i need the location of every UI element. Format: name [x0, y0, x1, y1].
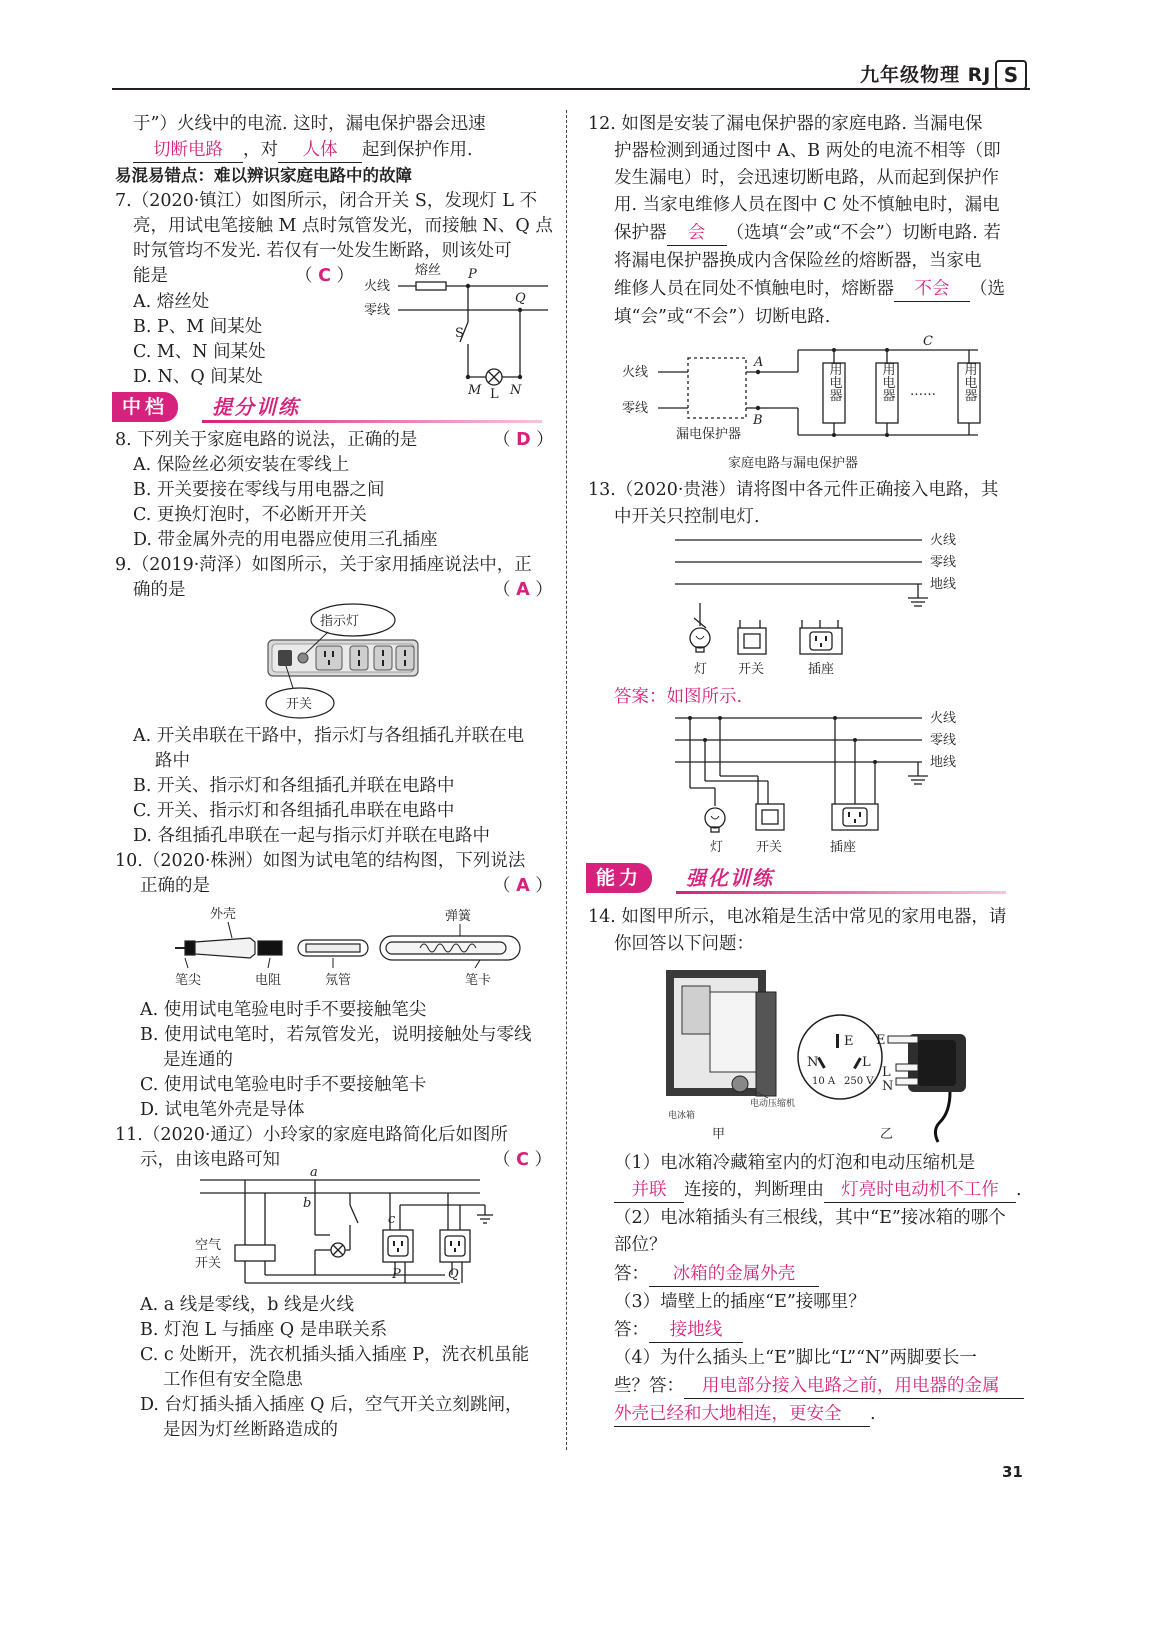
q10-option-a: A. 使用试电笔验电时手不要接触笔尖 — [140, 1000, 427, 1020]
q10-option-c: C. 使用试电笔验电时手不要接触笔卡 — [140, 1075, 427, 1095]
q7-option-d: D. N、Q 间某处 — [133, 367, 263, 387]
q11-option-c2: 工作但有安全隐患 — [163, 1370, 303, 1390]
q7-option-b: B. P、M 间某处 — [133, 317, 263, 337]
q11-circuit-figure — [190, 1165, 505, 1290]
q14-blank-ground-wire: 接地线 — [649, 1318, 743, 1343]
q14-p3: （3）墙壁上的插座“E”接哪里？ — [614, 1292, 866, 1312]
q14-fridge-figure — [660, 962, 980, 1144]
q13-ans-fig-neutral: 零线 — [930, 733, 957, 748]
q12-line5-a: 保护器 — [614, 223, 667, 243]
q10-answer: （ A ） — [493, 876, 553, 896]
section-ability-bar — [676, 891, 1006, 894]
q14-p4-label: 些？答： — [614, 1376, 684, 1396]
section-ability-badge: 能力 — [586, 863, 652, 893]
q7-fig-p: P — [468, 267, 477, 282]
q14-fig-fridge: 电冰箱 — [668, 1111, 696, 1121]
header-rule — [112, 88, 1030, 90]
q11-option-b: B. 灯泡 L 与插座 Q 是串联关系 — [140, 1320, 388, 1340]
q12-fig-c: C — [923, 334, 933, 349]
cont-line1: 于”）火线中的电流. 这时，漏电保护器会迅速 — [133, 114, 486, 134]
q12-line3: 发生漏电）时，会迅速切断电路，从而起到保护作 — [614, 168, 999, 188]
q14-line1: 14. 如图甲所示，电冰箱是生活中常见的家用电器，请 — [588, 907, 1007, 927]
q11-option-d2: 是因为灯丝断路造成的 — [163, 1420, 338, 1440]
q9-answer-value: A — [516, 580, 530, 600]
q10-answer-value: A — [516, 876, 530, 896]
q7-line3: 时氖管均不发光. 若仅有一处发生断路，则该处可 — [133, 241, 512, 261]
q12-line7-a: 维修人员在同处不慎触电时，熔断器 — [614, 279, 894, 299]
section-ability-title: 强化训练 — [686, 866, 774, 890]
q11-fig-breaker1: 空气 — [195, 1238, 222, 1253]
q12-line1: 12. 如图是安装了漏电保护器的家庭电路. 当漏电保 — [588, 114, 983, 134]
q11-answer: （ C ） — [493, 1150, 552, 1170]
q12-fig-neutral: 零线 — [622, 401, 649, 416]
q11-option-a: A. a 线是零线，b 线是火线 — [140, 1295, 355, 1315]
q13-fig-live: 火线 — [930, 533, 957, 548]
q14-p2-answer — [614, 1262, 819, 1287]
q12-fig-device-1: 用电器 — [826, 362, 842, 402]
q8-answer-value: D — [516, 430, 531, 450]
q13-line1: 13.（2020·贵港）请将图中各元件正确接入电路，其 — [588, 480, 999, 500]
q14-fig-n: N — [807, 1055, 819, 1070]
q12-blank-2: 不会 — [894, 277, 970, 302]
mistake-heading: 易混易错点：难以辨识家庭电路中的故障 — [115, 166, 412, 185]
q10-option-b2: 是连通的 — [163, 1050, 233, 1070]
q12-blank-1: 会 — [667, 221, 727, 246]
q9-line1: 9.（2019·菏泽）如图所示，关于家用插座说法中，正 — [115, 555, 532, 575]
q14-p2-line2: 部位？ — [614, 1235, 667, 1255]
q9-fig-switch: 开关 — [286, 697, 313, 712]
q7-fig-neutral: 零线 — [364, 303, 391, 318]
q9-power-strip-figure — [258, 600, 433, 720]
q14-fig-plug-n: N — [882, 1079, 894, 1094]
q11-fig-c: c — [388, 1212, 396, 1227]
q12-fig-device-3: 用电器 — [961, 362, 977, 402]
q7-fig-live: 火线 — [364, 279, 391, 294]
q8-stem: 8. 下列关于家庭电路的说法，正确的是 — [115, 430, 418, 450]
q10-fig-clip: 笔卡 — [465, 973, 492, 988]
q7-answer: （ C ） — [295, 266, 354, 286]
q13-ans-fig-switch: 开关 — [756, 840, 783, 855]
q12-line8: 填“会”或“不会”）切断电路. — [614, 307, 831, 327]
q14-fig-e: E — [844, 1034, 854, 1049]
q14-fig-rating-1: 10 A — [812, 1076, 836, 1087]
q7-option-a: A. 熔丝处 — [133, 292, 210, 312]
cont-line2 — [133, 138, 473, 163]
q9-option-a: A. 开关串联在干路中，指示灯与各组插孔并联在电 — [133, 726, 525, 746]
q9-option-a2: 路中 — [155, 751, 190, 771]
q14-fig-yi: 乙 — [880, 1127, 894, 1142]
q14-p4-line3 — [614, 1402, 876, 1427]
q12-line7 — [614, 277, 1005, 302]
q14-p4-line1: （4）为什么插头上“E”脚比“L”“N”两脚要长一 — [614, 1348, 977, 1368]
q7-fig-n: N — [510, 383, 522, 398]
q12-fig-dots: …… — [910, 384, 936, 399]
q7-fig-fuse: 熔丝 — [415, 263, 442, 278]
q14-p1-line1: （1）电冰箱冷藏箱室内的灯泡和电动压缩机是 — [614, 1153, 976, 1173]
q13-answer-text: 答案：如图所示. — [614, 687, 743, 707]
q12-fig-protector: 漏电保护器 — [676, 427, 742, 442]
cont-end: 起到保护作用. — [362, 140, 473, 160]
q14-fig-compressor: 电动压缩机 — [750, 1099, 796, 1109]
q12-line2: 护器检测到通过图中 A、B 两处的电流不相等（即 — [614, 141, 1001, 161]
q14-blank-parallel: 并联 — [614, 1178, 684, 1203]
q12-line4: 用. 当家电维修人员在图中 C 处不慎触电时，漏电 — [614, 195, 1000, 215]
q14-p3-answer-label: 答： — [614, 1320, 649, 1340]
q13-ans-fig-socket: 插座 — [830, 840, 857, 855]
q14-fig-rating-2: 250 V — [844, 1076, 874, 1087]
q13-ans-fig-lamp: 灯 — [710, 840, 724, 855]
q14-fig-jia: 甲 — [712, 1127, 726, 1142]
q11-answer-value: C — [516, 1150, 529, 1170]
cont-mid: ，对 — [243, 140, 278, 160]
q14-p2-line1: （2）电冰箱插头有三根线，其中“E”接冰箱的哪个 — [614, 1208, 1006, 1228]
q11-fig-p: P — [392, 1267, 401, 1282]
q10-line1: 10.（2020·株洲）如图为试电笔的结构图，下列说法 — [115, 851, 526, 871]
page-number: 31 — [1002, 1463, 1023, 1481]
q7-line2: 亮，用试电笔接触 M 点时氖管发光，而接触 N、Q 点 — [133, 216, 553, 236]
q11-fig-q: Q — [448, 1267, 459, 1282]
q13-ans-fig-live: 火线 — [930, 711, 957, 726]
q10-fig-neon: 氖管 — [325, 973, 352, 988]
section-mid-badge: 中档 — [112, 392, 178, 422]
q10-option-b: B. 使用试电笔时，若氖管发光，说明接触处与零线 — [140, 1025, 532, 1045]
q12-line5 — [614, 221, 1001, 246]
section-mid-banner — [112, 392, 562, 422]
q7-option-c: C. M、N 间某处 — [133, 342, 266, 362]
q10-option-d: D. 试电笔外壳是导体 — [140, 1100, 305, 1120]
q14-blank-reason: 灯亮时电动机不工作 — [824, 1178, 1016, 1203]
q7-fig-q: Q — [515, 291, 526, 306]
column-divider — [566, 110, 567, 1450]
q13-line2: 中开关只控制电灯. — [614, 507, 760, 527]
q7-answer-value: C — [318, 266, 331, 286]
q7-fig-s: S — [455, 326, 464, 341]
q14-p1-line2 — [614, 1178, 1022, 1203]
q13-fig-ground: 地线 — [930, 577, 957, 592]
q10-line2: 正确的是 — [140, 876, 210, 896]
q14-fig-plug-e: E — [876, 1033, 886, 1048]
q14-p3-answer — [614, 1318, 743, 1343]
q11-fig-breaker2: 开关 — [195, 1256, 222, 1271]
q14-p1-mid: 连接的，判断理由 — [684, 1180, 824, 1200]
q9-option-c: C. 开关、指示灯和各组插孔串联在电路中 — [133, 801, 455, 821]
q7-fig-m: M — [468, 383, 482, 398]
header-title: 九年级物理 RJ — [860, 64, 992, 86]
section-ability-banner — [586, 863, 1026, 893]
q7-line4: 能是 — [133, 266, 168, 286]
q14-p4-line2 — [614, 1374, 1024, 1399]
q14-blank-answer-line2: 外壳已经和大地相连，更安全 — [614, 1402, 870, 1427]
q12-line6: 将漏电保护器换成内含保险丝的熔断器，当家电 — [614, 251, 982, 271]
q8-option-a: A. 保险丝必须安装在零线上 — [133, 455, 350, 475]
q12-fig-caption: 家庭电路与漏电保护器 — [728, 456, 859, 471]
q11-fig-b: b — [303, 1196, 312, 1211]
q12-fig-live: 火线 — [622, 365, 649, 380]
logo-text: S — [1003, 63, 1019, 87]
q9-fig-indicator: 指示灯 — [320, 614, 360, 629]
q10-fig-spring: 弹簧 — [445, 909, 472, 924]
q9-answer: （ A ） — [493, 580, 553, 600]
q13-fig-neutral: 零线 — [930, 555, 957, 570]
q14-p4-end: . — [870, 1404, 876, 1424]
q8-answer: （ D ） — [493, 430, 554, 450]
q14-p1-end: . — [1016, 1180, 1022, 1200]
q10-fig-shell: 外壳 — [210, 907, 237, 922]
q11-line1: 11.（2020·通辽）小玲家的家庭电路简化后如图所 — [115, 1125, 508, 1145]
q7-fig-l: L — [490, 387, 499, 402]
q12-circuit-figure — [618, 330, 1013, 475]
q12-fig-b: B — [753, 413, 763, 428]
q7-circuit-figure — [360, 262, 555, 402]
q12-line5-b: （选填“会”或“不会”）切断电路. 若 — [726, 223, 1001, 243]
q11-fig-a: a — [310, 1165, 318, 1180]
q13-fig-lamp: 灯 — [694, 662, 708, 677]
q11-option-c: C. c 处断开，洗衣机插头插入插座 P，洗衣机虽能 — [140, 1345, 530, 1365]
q10-fig-tip: 笔尖 — [175, 973, 202, 988]
q10-test-pen-figure — [170, 902, 535, 994]
q9-option-d: D. 各组插孔串联在一起与指示灯并联在电路中 — [133, 826, 491, 846]
blank-human-body: 人体 — [278, 138, 362, 163]
q8-option-c: C. 更换灯泡时，不必断开开关 — [133, 505, 367, 525]
q10-fig-resistor: 电阻 — [255, 973, 282, 988]
q9-line2: 确的是 — [133, 580, 186, 600]
q8-option-b: B. 开关要接在零线与用电器之间 — [133, 480, 385, 500]
q13-fig-socket: 插座 — [808, 662, 835, 677]
section-mid-title: 提分训练 — [212, 395, 300, 419]
q14-fig-l: L — [862, 1055, 871, 1070]
q14-p2-answer-label: 答： — [614, 1264, 649, 1284]
q8-option-d: D. 带金属外壳的用电器应使用三孔插座 — [133, 530, 438, 550]
q13-ans-fig-ground: 地线 — [930, 755, 957, 770]
blank-cut-circuit: 切断电路 — [133, 138, 243, 163]
q14-line2: 你回答以下问题： — [614, 934, 754, 954]
q7-line1: 7.（2020·镇江）如图所示，闭合开关 S，发现灯 L 不 — [115, 191, 538, 211]
q13-fig-switch: 开关 — [738, 662, 765, 677]
q14-fig-plug-l: L — [882, 1065, 891, 1080]
q13-answer-figure — [660, 706, 980, 858]
q13-question-figure — [660, 528, 980, 680]
q9-option-b: B. 开关、指示灯和各组插孔并联在电路中 — [133, 776, 455, 796]
q11-option-d: D. 台灯插头插入插座 Q 后，空气开关立刻跳闸， — [140, 1395, 523, 1415]
logo-icon — [995, 60, 1027, 90]
q12-line7-b: （选 — [970, 279, 1005, 299]
section-mid-bar — [202, 420, 542, 423]
q14-blank-metal-shell: 冰箱的金属外壳 — [649, 1262, 819, 1287]
q11-line2: 示，由该电路可知 — [140, 1150, 280, 1170]
q12-fig-device-2: 用电器 — [879, 362, 895, 402]
q14-blank-answer-line1: 用电部分接入电路之前，用电器的金属 — [684, 1374, 1024, 1399]
q12-fig-a: A — [754, 355, 764, 370]
